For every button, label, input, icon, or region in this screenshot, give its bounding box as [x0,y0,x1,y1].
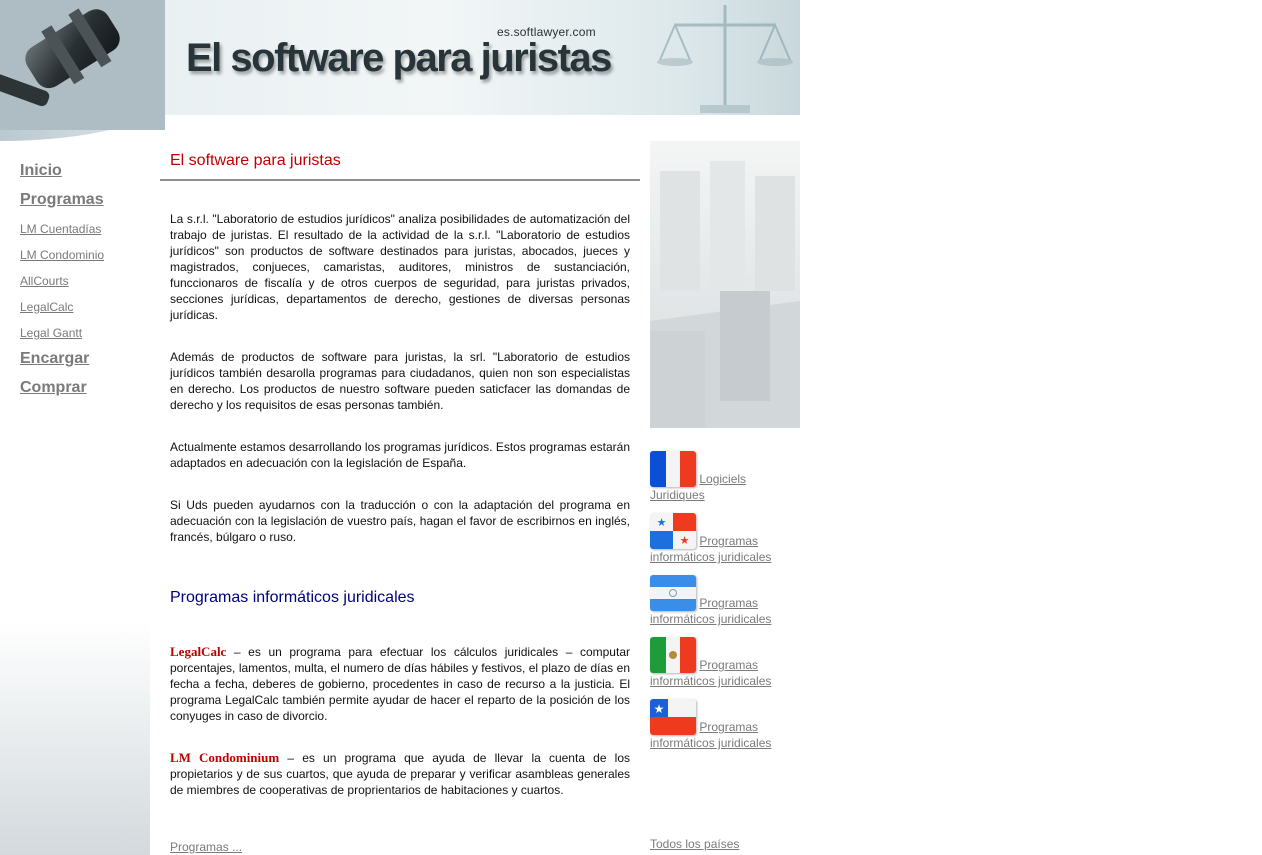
citizens-paragraph: Además de productos de software para juristas, la srl. "Laboratorio de estudios jurídicos también desarolla programas para ciudadanos, quien non son especialistas en derecho. Los productos de nuestro software pueden saticfacer las domandas de derecho y los requisitos de esas personas también. [170,350,630,412]
mexico-flag-icon[interactable] [650,637,696,673]
help-paragraph: Si Uds pueden ayudarnos con la traducción o con la adaptación del programa en adecuación con la legislación de vuestro país, hagan el favor de escribirnos en inglés, francés, búlgaro o ruso. [170,498,630,544]
svg-text:★: ★ [653,702,665,716]
country-list [650,451,800,761]
country-item-nicaragua [650,575,800,627]
country-link-line1[interactable]: Logiciels [699,472,747,486]
product-lm-condominium [160,750,640,798]
country-item-chile [650,699,800,751]
intro-paragraph: La s.r.l. "Laboratorio de estudios jurídicos" analiza posibilidades de automatización del trabajo de juristas. El resultado de la actividad de la s.r.l. "Laboratorio de estudios jurídicos" son productos de software destinados para juristas, abocados, jueces y magistrados, conjueces, camaristas, auditores, ministros de sustanciación, funccionaros de fiscalía y de otros cuerpos de seguridad, para juristas privados, secciones jurídicas, departamentos de derecho, gestiones de diversas personas jurídicas. [170,212,630,322]
svg-text:★: ★ [656,516,667,529]
nav-item-legal-gantt[interactable]: Legal Gantt [20,326,83,340]
scales-icon [650,0,800,115]
nav-item-legalcalc[interactable]: LegalCalc [20,300,74,314]
chile-flag-icon[interactable] [650,699,696,735]
france-flag-icon[interactable] [650,451,696,487]
main-content [160,145,640,854]
country-link-line2[interactable]: Juridiques [650,488,705,502]
country-link-line1[interactable]: Programas [699,720,759,734]
nav-item-encargar[interactable]: Encargar [20,350,90,367]
country-link-line2[interactable]: informáticos juridicales [650,612,772,626]
country-link-line1[interactable]: Programas [699,658,759,672]
product-description: – es un programa para efectuar los cálculos juridicales – computar porcentajes, lamentos, multa, el numero de días hábiles y festivos, el plazo de días en fecha a fecha, deberes de gobierno, procedentes in caso de recurso a la justicia. El programa LegalCalc también permite ayudar de hacer el reparto de la posición de los conyuges in caso de divorcio. [170,645,630,723]
development-paragraph: Actualmente estamos desarrollando los programas jurídicos. Estos programas estarán adaptados en adecuación con la legislación de España. [170,440,630,470]
nav-item-lm-condominio[interactable]: LM Condominio [20,248,105,262]
country-item-panama [650,513,800,565]
gavel-icon [0,0,165,130]
page-title: El software para juristas [160,145,640,181]
nav-item-inicio[interactable]: Inicio [20,162,62,179]
nicaragua-flag-icon[interactable] [650,575,696,611]
country-item-france [650,451,800,503]
header-banner [0,0,800,141]
country-link-line2[interactable]: informáticos juridicales [650,674,772,688]
nav-item-lm-cuentadias[interactable]: LM Cuentadías [20,222,102,236]
product-name: LegalCalc [170,644,227,659]
left-decorative-image [0,620,150,855]
section-subtitle: Programas informáticos juridicales [170,589,415,606]
product-legalcalc [160,644,640,724]
left-nav [20,158,150,404]
more-programs-link[interactable]: Programas ... [170,840,243,854]
courtroom-illustration [650,141,800,428]
all-countries-link[interactable]: Todos los países [650,837,740,851]
product-description: – es un programa que ayuda de llevar la cuenta de los propietarios y de sus cuartos, que ayuda de preparar y verificar asambleas generales de miembres de cooperativas de proprientarios de habitaciones y cuartos. [170,751,630,797]
country-link-line2[interactable]: informáticos juridicales [650,550,772,564]
svg-text:★: ★ [679,534,690,547]
site-url: es.softlawyer.com [497,25,596,39]
nav-item-comprar[interactable]: Comprar [20,379,87,396]
courtroom-image [650,141,800,428]
country-link-line1[interactable]: Programas [699,534,759,548]
panama-flag-icon[interactable] [650,513,696,549]
nav-item-programas[interactable]: Programas [20,191,104,208]
country-link-line1[interactable]: Programas [699,596,759,610]
nav-item-allcourts[interactable]: AllCourts [20,274,69,288]
country-item-mexico [650,637,800,689]
country-link-line2[interactable]: informáticos juridicales [650,736,772,750]
site-title: El software para juristas [186,36,611,80]
product-name: LM Condominium [170,750,280,765]
